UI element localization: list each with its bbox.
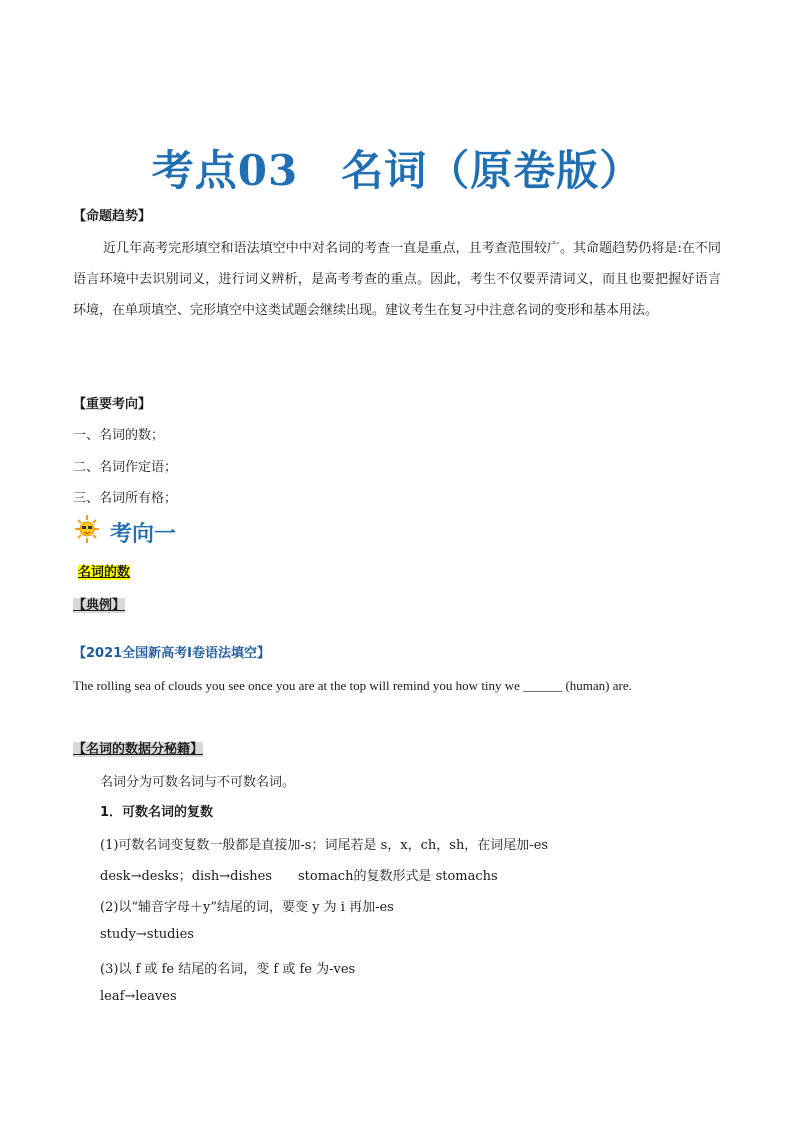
example-question: The rolling sea of clouds you see once you are at the top will remind you how tiny we ______ (human) are. [73,678,632,693]
example-source: 【2021全国新高考Ⅰ卷语法填空】 [73,646,271,661]
directions-heading: 【重要考向】 [73,397,152,412]
page-title: 考点03 名词（原卷版） [151,146,643,195]
tips-heading: 【名词的数据分秘籍】 [73,742,204,757]
tips-line-4: study→studies [100,927,194,942]
sun-icon [74,514,100,544]
tips-line-1: (1)可数名词变复数一般都是直接加-s；词尾若是 s，x，ch，sh，在词尾加-es [100,838,549,853]
tips-line-3: (2)以“辅音字母＋y”结尾的词，要变 y 为 i 再加-es [100,900,394,915]
section-label: 考向一 [110,522,177,547]
section-subtitle: 名词的数 [78,565,131,580]
trend-paragraph: 近几年高考完形填空和语法填空中中对名词的考查一直是重点，且考查范围较广。其命题趋势仍将是:在不同语言环境中去识别词义，进行词义辨析，是高考考查的重点。因此，考生不仅要弄清词义，而且也要把握好语言环境，在单项填空、完形填空中这类试题会继续出现。建议考生在复习中注意名词的变形和基本用法。 [73,241,721,318]
tips-line-5: (3)以 f 或 fe 结尾的名词，变 f 或 fe 为-ves [100,962,356,977]
tips-intro: 名词分为可数名词与不可数名词。 [100,775,296,790]
direction-item-2: 二、名词作定语； [73,460,178,475]
tips-line-2: desk→desks；dish→dishes stomach的复数形式是 stomachs [100,869,498,884]
tips-line-6: leaf→leaves [100,989,177,1004]
direction-item-3: 三、名词所有格； [73,491,178,506]
example-heading: 【典例】 [73,598,126,613]
tips-subheading: 1．可数名词的复数 [100,805,214,820]
direction-item-1: 一、名词的数； [73,428,165,443]
trend-heading: 【命题趋势】 [73,209,152,224]
